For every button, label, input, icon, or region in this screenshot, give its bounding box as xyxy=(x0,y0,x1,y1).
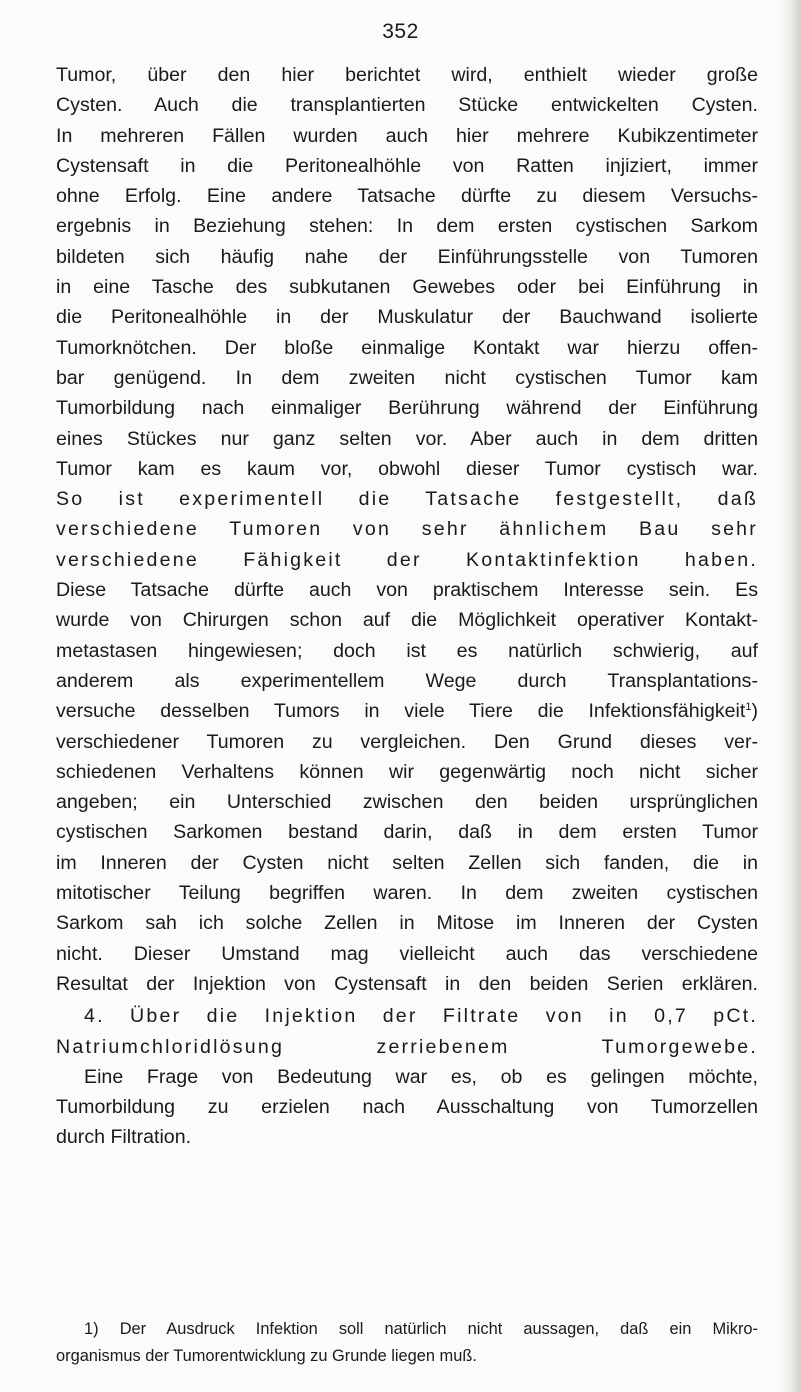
section-heading: 4. Über die Injektion der Filtrate von in 0,7 pCt. xyxy=(84,1005,758,1028)
page-number: 352 xyxy=(382,20,419,43)
text-line: Eine Frage von Bedeutung war es, ob es gelingen möchte, xyxy=(84,1065,758,1088)
footnote xyxy=(56,1316,758,1370)
text-line-with-footnote xyxy=(56,696,758,726)
text-fragment: ) xyxy=(751,700,758,723)
text-line: ohne Erfolg. Eine andere Tatsache dürfte zu diesem Versuchs- xyxy=(56,185,758,208)
text-line: Tumor kam es kaum vor, obwohl dieser Tumor cystisch war. xyxy=(56,457,758,480)
text-line: im Inneren der Cysten nicht selten Zellen sich fanden, die in xyxy=(56,851,758,874)
emphasized-line: verschiedene Fähigkeit der Kontaktinfektion haben. xyxy=(56,548,758,571)
emphasized-line: So ist experimentell die Tatsache festgestellt, daß xyxy=(56,488,758,511)
section-heading: Natriumchloridlösung zerriebenem Tumorgewebe. xyxy=(56,1035,758,1058)
text-line: durch Filtration. xyxy=(56,1126,192,1149)
text-line: Tumorbildung zu erzielen nach Ausschaltung von Tumorzellen xyxy=(56,1096,758,1119)
text-line: nicht. Dieser Umstand mag vielleicht auch das verschiedene xyxy=(56,942,758,965)
text-line: eines Stückes nur ganz selten vor. Aber auch in dem dritten xyxy=(56,427,758,450)
text-line: in eine Tasche des subkutanen Gewebes oder bei Einführung in xyxy=(56,276,758,299)
text-line: Cysten. Auch die transplantierten Stücke entwickelten Cysten. xyxy=(56,94,758,117)
text-line: bildeten sich häufig nahe der Einführungsstelle von Tumoren xyxy=(56,245,758,268)
text-line: In mehreren Fällen wurden auch hier mehrere Kubikzentimeter xyxy=(56,124,758,147)
text-line: Tumorknötchen. Der bloße einmalige Kontakt war hierzu offen- xyxy=(56,336,758,359)
footnote-line: organismus der Tumorentwicklung zu Grunde liegen muß. xyxy=(56,1347,477,1365)
text-line: cystischen Sarkomen bestand darin, daß in dem ersten Tumor xyxy=(56,821,758,844)
text-line: Tumor, über den hier berichtet wird, enthielt wieder große xyxy=(56,64,758,86)
text-line: die Peritonealhöhle in der Muskulatur der Bauchwand isolierte xyxy=(56,306,758,329)
text-line: angeben; ein Unterschied zwischen den beiden ursprünglichen xyxy=(56,791,758,814)
text-line: Sarkom sah ich solche Zellen in Mitose im Inneren der Cysten xyxy=(56,912,758,935)
text-line: ergebnis in Beziehung stehen: In dem ersten cystischen Sarkom xyxy=(56,215,758,238)
page-edge-shadow xyxy=(779,0,801,1392)
text-fragment: versuche desselben Tumors in viele Tiere die Infektionsfähigkeit xyxy=(56,700,746,723)
text-line: schiedenen Verhaltens können wir gegenwärtig noch nicht sicher xyxy=(56,760,758,783)
text-line: wurde von Chirurgen schon auf die Möglichkeit operativer Kontakt- xyxy=(56,609,758,632)
footnote-text: Der Ausdruck Infektion soll natürlich nicht aussagen, daß ein Mikro- xyxy=(119,1320,758,1338)
text-line: Resultat der Injektion von Cystensaft in den beiden Serien erklären. xyxy=(56,972,758,995)
text-line: metastasen hingewiesen; doch ist es natürlich schwierig, auf xyxy=(56,639,758,662)
text-line: anderem als experimentellem Wege durch Transplantations- xyxy=(56,669,758,692)
text-line: mitotischer Teilung begriffen waren. In dem zweiten cystischen xyxy=(56,882,758,905)
text-line: Cystensaft in die Peritonealhöhle von Ratten injiziert, immer xyxy=(56,154,758,177)
footnote-line xyxy=(56,1316,758,1343)
body-text xyxy=(56,60,758,1153)
text-line: Diese Tatsache dürfte auch von praktischem Interesse sein. Es xyxy=(56,579,758,602)
footnote-reference: 1 xyxy=(745,701,752,714)
text-line: Tumorbildung nach einmaliger Berührung während der Einführung xyxy=(56,397,758,420)
text-line: bar genügend. In dem zweiten nicht cystischen Tumor kam xyxy=(56,366,758,389)
footnote-label: 1) xyxy=(84,1320,99,1338)
text-line: verschiedener Tumoren zu vergleichen. Den Grund dieses ver- xyxy=(56,730,758,753)
emphasized-line: verschiedene Tumoren von sehr ähnlichem Bau sehr xyxy=(56,518,758,541)
